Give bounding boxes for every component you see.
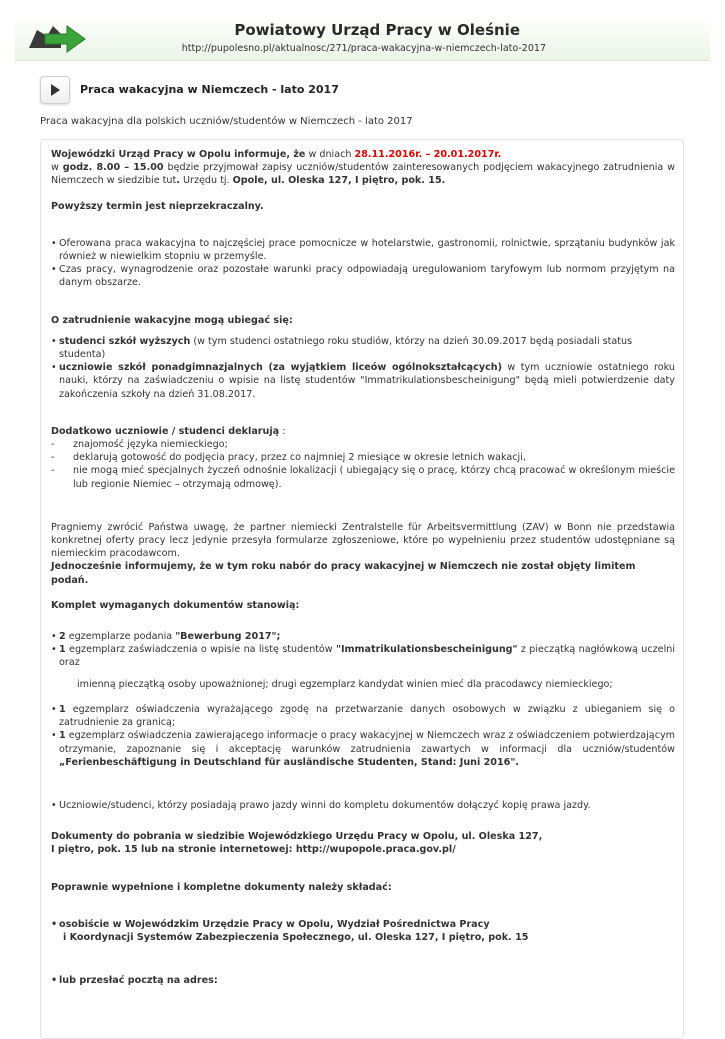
eligible-1-text: (w tym studenci ostatniego roku studiów, którzy na dzień 30.09.2017 będą posiadali status studenta)	[59, 335, 633, 361]
expand-button[interactable]	[40, 76, 70, 104]
intro-text-a: w dniach	[305, 149, 355, 160]
eligible-list	[51, 335, 675, 401]
list-item	[51, 729, 675, 769]
zav-note: Pragniemy zwrócić Państwa uwagę, że partner niemiecki Zentralstelle für Arbeitsvermittlung (ZAV) w Bonn nie przedstawia konkretnej oferty pracy lecz jedynie przesyła formularze zgłoszeniowe, które po wypełnieniu przez studentów udostępniane są niemieckim pracodawcom.	[51, 521, 675, 560]
doc1-text: egzemplarze podania	[65, 631, 176, 643]
doc2-continued: imienną pieczątką osoby upoważnionej; drugi egzemplarz kandydat winien mieć dla pracodawcy niemieckiego;	[77, 678, 613, 690]
declare-item: - nie mogą mieć specjalnych życzeń odnośnie lokalizacji ( ubiegający się o pracę, którzy chcą pracować w określonym mieście lub regionie Niemiec – otrzymają odmowę).	[51, 464, 675, 490]
doc1-bold: "Bewerbung 2017";	[175, 631, 281, 643]
declare-item: - deklarują gotowość do podjęcia pracy, przez co najmniej 2 miesiące w okresie letnich wakacji,	[51, 451, 675, 464]
intro-text-d: Urzędu tj.	[179, 175, 233, 187]
doc1-count: 2	[59, 631, 66, 643]
article-body	[40, 139, 684, 1039]
license-list	[51, 799, 675, 812]
declare-item: - znajomość języka niemieckiego;	[51, 438, 675, 451]
intro-bold: Wojewódzki Urząd Pracy w Opolu informuje, że	[51, 149, 306, 160]
office-hours: godz. 8.00 – 15.00	[62, 162, 164, 174]
docs-list-b	[51, 703, 675, 769]
list-item	[51, 643, 675, 669]
list-item	[51, 630, 675, 643]
list-item: • lub przesłać pocztą na adres:	[51, 974, 675, 987]
list-item: • Czas pracy, wynagrodzenie oraz pozostałe warunki pracy odpowiadają uregulowaniom taryfowym lub normom przyjętym na danym obszarze.	[51, 263, 675, 289]
no-limit-note: Jednocześnie informujemy, że w tym roku nabór do pracy wakacyjnej w Niemczech nie został objęty limitem podań.	[51, 561, 636, 586]
page-url[interactable]: http://pupolesno.pl/aktualnosc/271/praca-wakacyjna-w-niemczech-lato-2017	[181, 43, 546, 54]
doc2-count: 1	[59, 644, 66, 656]
site-header	[15, 16, 710, 61]
intro-paragraph	[51, 148, 675, 188]
play-arrow-icon	[41, 77, 69, 103]
registration-dates: 28.11.2016r. – 20.01.2017r.	[354, 149, 502, 160]
list-item: • Oferowana praca wakacyjna to najczęściej prace pomocnicze w hotelarstwie, gastronomii, rolnictwie, sprzątaniu budynków jak również w niewielkim stopniu w przemyśle.	[51, 237, 675, 263]
deadline-note: Powyższy termin jest nieprzekraczalny.	[51, 200, 264, 212]
eligible-heading: O zatrudnienie wakacyjne mogą ubiegać się:	[51, 314, 293, 326]
offer-list	[51, 237, 675, 290]
doc4-text: egzemplarz oświadczenia zawierającego informacje o pracy wakacyjnej w Niemczech wraz z oświadczeniem potwierdzającym otrzymanie, zapoznanie się i akceptację warunków zatrudnienia zawartych w informacji dla uczniów/studentów	[59, 730, 675, 755]
download-line-1: Dokumenty do pobrania w siedzibie Wojewódzkiego Urzędu Pracy w Opolu, ul. Oleska 127,	[51, 831, 543, 843]
submit-list	[51, 918, 675, 944]
doc2-rest: z pieczątką nagłówkową uczelni oraz	[59, 644, 675, 669]
declare-heading-line	[51, 425, 675, 438]
eligible-2-bold: uczniowie szkół ponadgimnazjalnych (za wyjątkiem liceów ogólnokształcących)	[59, 362, 502, 374]
intro-text-b: w	[51, 162, 63, 174]
eligible-1-bold: studenci szkół wyższych	[59, 335, 191, 347]
list-item	[51, 361, 675, 401]
download-line-2[interactable]: I piętro, pok. 15 lub na stronie internetowej: http://wupopole.praca.gov.pl/	[51, 844, 456, 856]
doc2-bold: "Immatrikulationsbescheinigung"	[335, 644, 518, 656]
submit-list-2	[51, 974, 675, 987]
office-address: Opole, ul. Oleska 127, I piętro, pok. 15.	[232, 175, 446, 187]
submit-1-line-a: osobiście w Wojewódzkim Urzędzie Pracy w Opolu, Wydział Pośrednictwa Pracy	[59, 918, 490, 930]
eligible-2-text: w tym uczniowie ostatniego roku nauki, którzy na zaświadczeniu o wpisie na listę studentów "Immatrikulationsbescheinigung" będą mieli potwierdzenie daty zakończenia szkoły na dzień 31.08.2017.	[59, 362, 675, 400]
list-item	[51, 918, 675, 944]
list-item: • Uczniowie/studenci, którzy posiadają prawo jazdy winni do kompletu dokumentów dołączyć kopię prawa jazdy.	[51, 799, 675, 812]
doc3-count: 1	[59, 703, 66, 715]
doc3-text: egzemplarz oświadczenia wyrażającego zgodę na przetwarzanie danych osobowych w związku z ubieganiem się o zatrudnienie za granicą;	[59, 703, 675, 729]
declare-colon: :	[279, 425, 286, 437]
intro-text-c: będzie przyjmował zapisy uczniów/studentów zainteresowanych podjęciem wakacyjnego zatrudnienia w Niemczech w siedzibie tut	[51, 162, 676, 187]
green-arrow-logo-icon[interactable]	[27, 22, 89, 54]
article-title: Praca wakacyjna w Niemczech - lato 2017	[80, 83, 339, 96]
docs-list-a	[51, 630, 675, 670]
site-title: Powiatowy Urząd Pracy w Oleśnie	[234, 21, 520, 39]
doc4-count: 1	[59, 730, 66, 742]
doc2-text: egzemplarz zaświadczenia o wpisie na listę studentów	[65, 644, 336, 656]
submit-heading: Poprawnie wypełnione i kompletne dokumenty należy składać:	[51, 881, 392, 893]
doc4-bold: „Ferienbeschäftigung in Deutschland für ausländische Studenten, Stand: Juni 2016".	[59, 756, 519, 768]
list-item	[51, 703, 675, 729]
submit-1-line-b: i Koordynacji Systemów Zabezpieczenia Społecznego, ul. Oleska 127, I piętro, pok. 15	[63, 931, 529, 943]
list-item	[51, 335, 675, 361]
docs-heading: Komplet wymaganych dokumentów stanowią:	[51, 599, 300, 611]
declare-heading: Dodatkowo uczniowie / studenci deklarują	[51, 425, 280, 437]
article-lead: Praca wakacyjna dla polskich uczniów/studentów w Niemczech - lato 2017	[40, 116, 413, 127]
intro-dot: .	[176, 175, 180, 187]
